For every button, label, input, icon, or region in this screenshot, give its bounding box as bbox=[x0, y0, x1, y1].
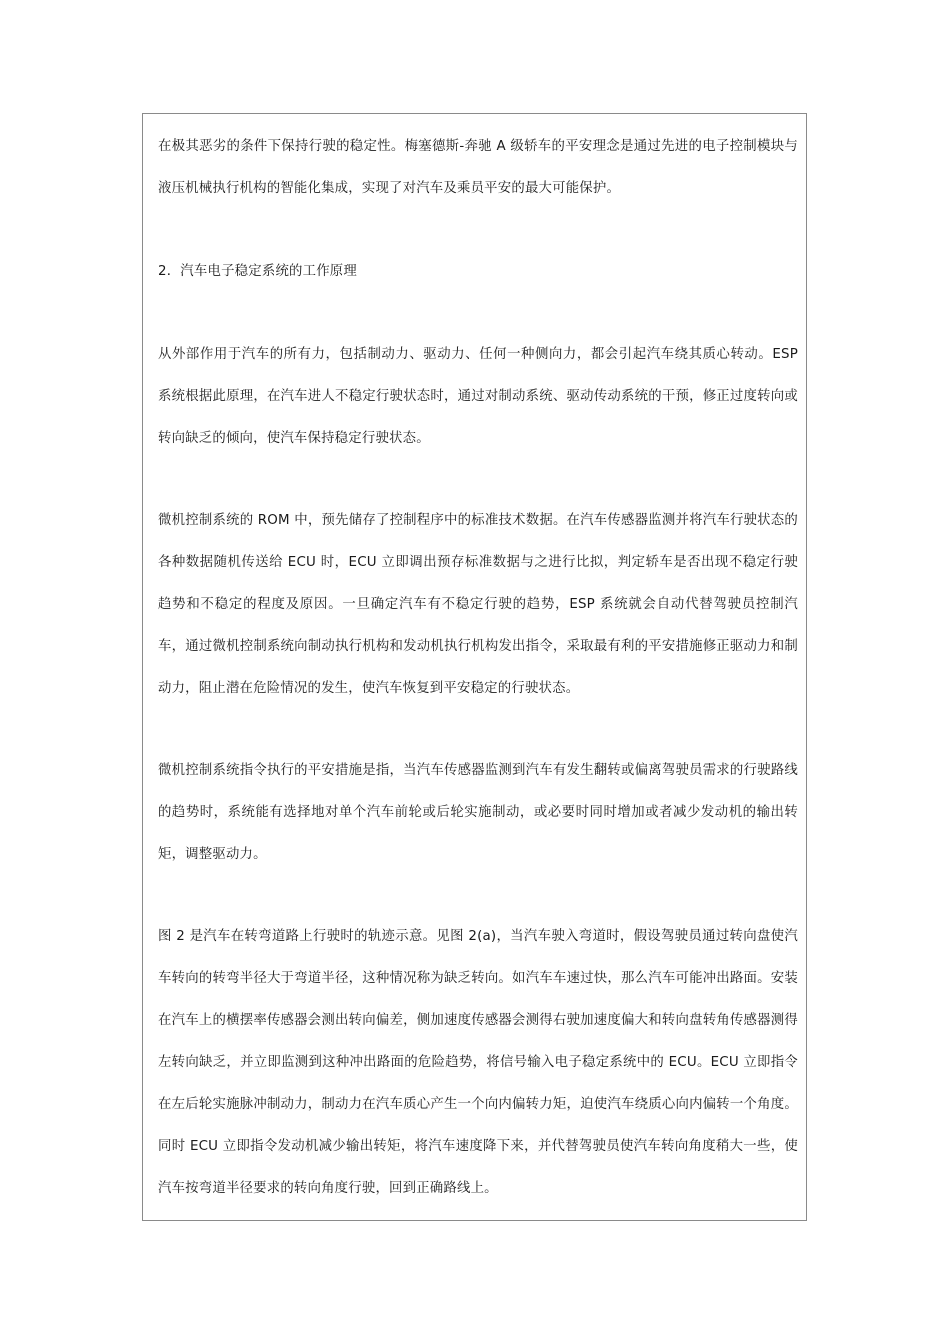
document-body bbox=[158, 126, 798, 1210]
section-heading: 2．汽车电子稳定系统的工作原理 bbox=[158, 264, 357, 279]
paragraph-spacer bbox=[158, 293, 798, 334]
paragraph-figure2: 图 2 是汽车在转弯道路上行驶时的轨迹示意。见图 2(a)，当汽车驶入弯道时，假设驾驶员通过转向盘使汽车转向的转弯半径大于弯道半径，这种情况称为缺乏转向。如汽车车速过快，那么汽车可能冲出路面。安装在汽车上的横摆率传感器会测出转向偏差，侧加速度传感器会测得右驶加速度偏大和转向盘转角传感器测得左转向缺乏，并立即监测到这种冲出路面的危险趋势，将信号输入电子稳定系统中的 ECU。ECU 立即指令在左后轮实施脉冲制动力，制动力在汽车质心产生一个向内偏转力矩，迫使汽车绕质心向内偏转一个角度。同时 ECU 立即指令发动机减少输出转矩，将汽车速度降下来，并代替驾驶员使汽车转向角度稍大一些，使汽车按弯道半径要求的转向角度行驶，回到正确路线上。 bbox=[158, 929, 798, 1196]
paragraph-principle: 从外部作用于汽车的所有力，包括制动力、驱动力、任何一种侧向力，都会引起汽车绕其质心转动。ESP 系统根据此原理，在汽车进人不稳定行驶状态时，通过对制动系统、驱动传动系统的干预，修正过度转向或转向缺乏的倾向，使汽车保持稳定行驶状态。 bbox=[158, 347, 798, 446]
paragraph-spacer bbox=[158, 876, 798, 916]
paragraph-intro: 在极其恶劣的条件下保持行驶的稳定性。梅塞德斯-奔驰 A 级轿车的平安理念是通过先进的电子控制模块与液压机械执行机构的智能化集成，实现了对汽车及乘员平安的最大可能保护。 bbox=[158, 139, 798, 196]
paragraph-spacer bbox=[158, 210, 798, 251]
paragraph-spacer bbox=[158, 710, 798, 750]
paragraph-measures: 微机控制系统指令执行的平安措施是指，当汽车传感器监测到汽车有发生翻转或偏离驾驶员需求的行驶路线的趋势时，系统能有选择地对单个汽车前轮或后轮实施制动，或必要时同时增加或者减少发动机的输出转矩，调整驱动力。 bbox=[158, 763, 798, 862]
paragraph-spacer bbox=[158, 460, 798, 500]
paragraph-rom: 微机控制系统的 ROM 中，预先储存了控制程序中的标准技术数据。在汽车传感器监测并将汽车行驶状态的各种数据随机传送给 ECU 时，ECU 立即调出预存标准数据与之进行比拟，判定轿车是否出现不稳定行驶趋势和不稳定的程度及原因。一旦确定汽车有不稳定行驶的趋势，ESP 系统就会自动代替驾驶员控制汽车，通过微机控制系统向制动执行机构和发动机执行机构发出指令，采取最有利的平安措施修正驱动力和制动力，阻止潜在危险情况的发生，使汽车恢复到平安稳定的行驶状态。 bbox=[158, 513, 798, 696]
